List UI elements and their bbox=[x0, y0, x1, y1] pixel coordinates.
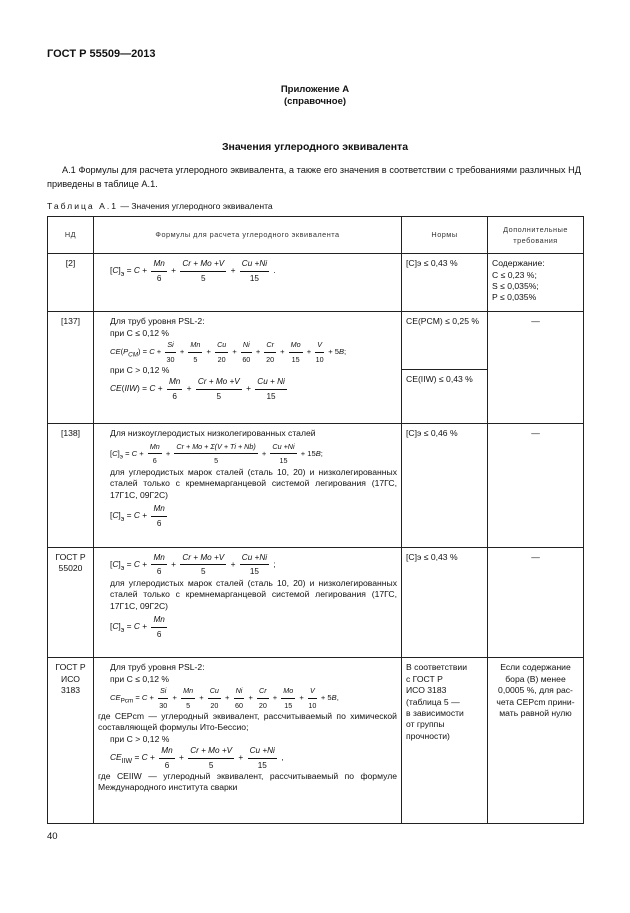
formula-pcm: $CE_{Pcm} = C$ + $\frac{Si}{30}$ + $\frac{Mn}{5}$ + $\frac{Cu}{20}$ + $\frac{Ni}{60}$ + $\frac{Cr}{20}$ + $\frac{Mo}{15}$ + $\frac{V}{10}$ + 5B, bbox=[110, 686, 339, 710]
norm-cell: [C]э ≤ 0,46 % bbox=[402, 423, 488, 547]
extra-line: мать равной нулю bbox=[499, 708, 572, 719]
caption-text: — Значения углеродного эквивалента bbox=[117, 201, 273, 211]
header-formulas: Формулы для расчета углеродного эквивалента bbox=[94, 217, 402, 254]
table-row bbox=[48, 423, 584, 547]
appendix-title: Приложение А bbox=[280, 84, 350, 95]
nd-line: ИСО bbox=[61, 673, 80, 684]
formula-iiw: CE(IIW) = C + $\frac{Mn}{6}$ + $\frac{Cr + Mo +V}{5}$ + $\frac{Cu + Ni}{15}$ bbox=[110, 377, 285, 401]
extra-line: Если содержание bbox=[500, 662, 571, 673]
row-intro: Для низкоуглеродистых низколегированных сталей bbox=[110, 427, 316, 438]
extra-cell bbox=[488, 254, 584, 312]
norm-line: от группы bbox=[406, 719, 445, 730]
condition-text: при C ≤ 0,12 % bbox=[110, 327, 170, 338]
formula-cell bbox=[94, 658, 402, 824]
norm-cell: CE(PCM) ≤ 0,25 % bbox=[402, 312, 488, 370]
extra-line: 0,0005 %, для рас- bbox=[498, 685, 573, 696]
formula-pcm: $CE(P_{CM}) = C$ + $\frac{Si}{30}$ + $\frac{Mn}{5}$ + $\frac{Cu}{20}$ + $\frac{Ni}{60}$ + $\frac{Cr}{20}$ + $\frac{Mo}{15}$ + $\frac{V}{10}$ + 5B; bbox=[110, 340, 347, 364]
extra-cell bbox=[488, 658, 584, 824]
page-number: 40 bbox=[47, 831, 58, 842]
formula-simple: $[C]_э = C$ + $\frac{Mn}{6}$ bbox=[110, 615, 165, 639]
nd-cell: [138] bbox=[48, 423, 94, 547]
table-row bbox=[48, 548, 584, 658]
extra-line: Содержание: bbox=[492, 258, 545, 269]
nd-line: ГОСТ Р bbox=[55, 552, 86, 563]
formula-low-alloy: $[C]_э = C$ + $\frac{Mn}{6}$ + $\frac{Cr + Mo + \Sigma(V + Ti + Nb)}{5}$ + $\frac{Cu +Ni}{15}$ + 15B; bbox=[110, 442, 323, 466]
where-text: где CEIIW — углеродный эквивалент, рассчитываемый по формуле Международного института сварки bbox=[98, 771, 397, 793]
norm-cell: [C]э ≤ 0,43 % bbox=[402, 254, 488, 312]
condition-text: при C ≤ 0,12 % bbox=[110, 673, 170, 684]
header-extra: Дополнительные требования bbox=[488, 217, 584, 254]
table-caption bbox=[47, 201, 273, 211]
table-header-row bbox=[48, 217, 584, 254]
condition-text: при C > 0,12 % bbox=[110, 733, 170, 744]
nd-cell bbox=[48, 658, 94, 824]
norm-cell: [C]э ≤ 0,43 % bbox=[402, 548, 488, 658]
nd-line: 55020 bbox=[58, 563, 83, 574]
nd-cell: [137] bbox=[48, 312, 94, 423]
condition-text: при C > 0,12 % bbox=[110, 364, 170, 375]
nd-cell: [2] bbox=[48, 254, 94, 312]
header-nd: НД bbox=[48, 217, 94, 254]
section-title: Значения углеродного эквивалента bbox=[221, 141, 409, 153]
norm-line: прочности) bbox=[406, 730, 450, 741]
extra-cell: — bbox=[488, 548, 584, 658]
extra-line: S ≤ 0,035%; bbox=[492, 280, 539, 291]
where-text: где CEPcm — углеродный эквивалент, рассчитываемый по химической составляющей формулы Ито-Бессио; bbox=[98, 711, 397, 733]
norm-line: в зависимости bbox=[406, 708, 464, 719]
norm-cell: CE(IIW) ≤ 0,43 % bbox=[402, 370, 488, 423]
formula-cell bbox=[94, 312, 402, 423]
norm-line: с ГОСТ Р bbox=[406, 673, 443, 684]
norm-cell bbox=[402, 658, 488, 824]
extra-cell: — bbox=[488, 423, 584, 547]
norm-line: ИСО 3183 bbox=[406, 685, 447, 696]
formula-ce: $[C]_э = C$ + $\frac{Mn}{6}$ + $\frac{Cr + Mo +V}{5}$ + $\frac{Cu +Ni}{15}$ ; bbox=[110, 553, 276, 577]
extra-line: C ≤ 0,23 %; bbox=[492, 269, 537, 280]
appendix-subtitle: (справочное) bbox=[283, 96, 347, 107]
table-row bbox=[48, 658, 584, 824]
caption-prefix: Таблица А.1 bbox=[47, 201, 118, 211]
table-row bbox=[48, 312, 584, 370]
intro-paragraph: А.1 Формулы для расчета углеродного эквивалента, а также его значения в соответствии с требованиями различных НД приведены в таблице А.1. bbox=[47, 165, 581, 189]
nd-cell bbox=[48, 548, 94, 658]
formula-cell bbox=[94, 254, 402, 312]
formula-ce: $[C]_э = C$ + $\frac{Mn}{6}$ + $\frac{Cr + Mo +V}{5}$ + $\frac{Cu +Ni}{15}$ . bbox=[110, 259, 276, 283]
carbon-equivalent-table bbox=[47, 216, 584, 824]
extra-cell: — bbox=[488, 312, 584, 423]
row-text: для углеродистых марок сталей (сталь 10, 20) и низколегированных сталей только с кремнемарганцевой системой легирования (17ГС, 17Г1С, 09Г2С) bbox=[110, 577, 397, 611]
formula-simple: $[C]_э = C$ + $\frac{Mn}{6}$ bbox=[110, 504, 165, 528]
document-id: ГОСТ Р 55509—2013 bbox=[47, 48, 156, 60]
row-intro: Для труб уровня PSL-2: bbox=[110, 662, 205, 673]
norm-line: В соответствии bbox=[406, 662, 468, 673]
formula-cell bbox=[94, 548, 402, 658]
extra-line: чета CEPcm прини- bbox=[496, 696, 575, 707]
nd-line: 3183 bbox=[60, 685, 81, 696]
nd-line: ГОСТ Р bbox=[55, 662, 86, 673]
extra-line: бора (B) менее bbox=[505, 673, 566, 684]
formula-cell bbox=[94, 423, 402, 547]
norm-line: (таблица 5 — bbox=[406, 696, 460, 707]
header-norms: Нормы bbox=[402, 217, 488, 254]
extra-line: P ≤ 0,035% bbox=[492, 292, 537, 303]
row-intro: Для труб уровня PSL-2: bbox=[110, 316, 205, 327]
table-row bbox=[48, 254, 584, 312]
formula-iiw: $CE_{IIW} = C$ + $\frac{Mn}{6}$ + $\frac{Cr + Mo +V}{5}$ + $\frac{Cu +Ni}{15}$ , bbox=[110, 746, 284, 770]
row-text: для углеродистых марок сталей (сталь 10, 20) и низколегированных сталей только с кремнемарганцевой системой легирования (17ГС, 17Г1С, 09Г2С) bbox=[110, 466, 397, 500]
